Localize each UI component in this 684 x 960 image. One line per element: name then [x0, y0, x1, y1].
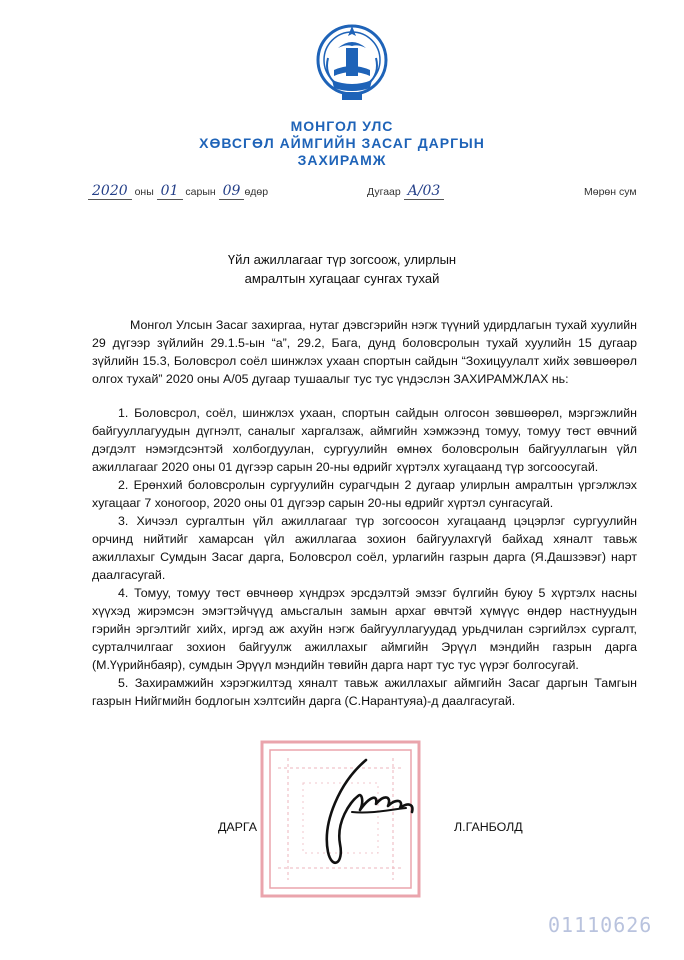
number-value: A/03: [404, 183, 445, 200]
date-line: [88, 183, 268, 199]
signatory-name: Л.ГАНБОЛД: [454, 820, 523, 834]
header-country: МОНГОЛ УЛС: [290, 118, 394, 134]
order-item-2: 2. Ерөнхий боловсролын сургуулийн сурагчдын 2 дугаар улирлын амралтын үргэлжлэх хугацааг 7 хоногоор, 2020 оны 01 дүгээр сарын 20-ны өдрийг хүртэл сунгасугай.: [92, 478, 637, 510]
date-month-label: сарын: [185, 186, 216, 198]
order-item-1: 1. Боловсрол, соёл, шинжлэх ухаан, спортын сайдын олгосон зөвшөөрөл, мэргэжлийн байгууллагуудын дүгнэлт, саналыг харгалзаж, аймгийн хэмжээнд томуу, томуу төст өвчний дэгдэлт нэмэгдсэнтэй холбогдуулан, сургуулийн өмнөх боловсролын байгууллагын үйл ажиллагааг 2020 оны 01 дүгээр сарын 20-ны өдрийг хүртэлх хугацаанд түр зогсоосугай.: [92, 406, 637, 474]
signature-icon: [300, 752, 420, 870]
date-month: 01: [157, 183, 183, 200]
document-subject: [0, 250, 684, 288]
order-item-4: 4. Томуу, томуу төст өвчнөөр хүндрэх эрсдэлтэй эмзэг бүлгийн буюу 5 хүртэлх насны хүүхэд жирэмсэн эмэгтэйчүүд амьсгалын замын архаг өвчтэй хүмүүс өндөр настнуудын гэрийн эргэлтийг хийх, иргэд аж ахуйн нэгж байгууллагуудад урьдчилан сэргийлэх сургалт, сурталчилгааг зохион байгуулж ажиллахыг аймгийн Эрүүл мэндийн газрын дарга (М.Үүрийнбаяр), сумдын Эрүүл мэндийн төвийн дарга нарт тус тус үүрэг болгосугай.: [92, 586, 637, 672]
number-label: Дугаар: [367, 186, 401, 198]
header-office: ХӨВСГӨЛ АЙМГИЙН ЗАСАГ ДАРГЫН: [199, 135, 485, 151]
signatory-title: ДАРГА: [218, 820, 258, 834]
serial-number: 01110626: [548, 913, 653, 937]
subject-line-1: Үйл ажиллагааг түр зогсоож, улирлын: [227, 252, 457, 267]
date-day: 09: [219, 183, 245, 200]
document-body: [92, 316, 637, 710]
order-item-5: 5. Захирамжийн хэрэгжилтэд хяналт тавьж ажиллахыг аймгийн Засаг даргын Тамгын газрын Нийгмийн бодлогын хэлтсийн дарга (С.Нарантуяа)-д даалгасугай.: [92, 676, 637, 708]
place: Мөрөн сум: [584, 186, 637, 198]
header-doc-type: ЗАХИРАМЖ: [297, 152, 387, 168]
state-emblem-icon: [312, 18, 392, 106]
date-year-label: оны: [134, 186, 154, 198]
subject-line-2: амралтын хугацааг сунгах тухай: [244, 271, 440, 286]
order-item-3: 3. Хичээл сургалтын үйл ажиллагааг түр зогсоосон хугацаанд цэцэрлэг сургуулийн орчинд нийтийг хамарсан үйл ажиллагаа зохион байгуулахгүй байхад хяналт тавьж ажиллахыг Сумдын Засаг дарга, Боловсрол соёл, урлагийн газрын дарга (Я.Дашзэвэг) нарт даалгасугай.: [92, 514, 637, 582]
date-year: 2020: [88, 183, 132, 200]
date-day-label: өдөр: [244, 186, 269, 198]
intro-paragraph: Монгол Улсын Засаг захиргаа, нутаг дэвсгэрийн нэгж түүний удирдлагын тухай хуулийн 29 дүгээр зүйлийн 29.1.5-ын “а”, 29.2, Бага, дунд боловсролын тухай хуулийн 15 дугаар зүйлийн 15.3, Боловсрол соёл шинжлэх ухаан спортын сайдын “Зохицуулалт хийх зөвшөөрөл олгох тухай” 2020 оны А/05 дугаар тушаалыг тус тус үндэслэн ЗАХИРАМЖЛАХ нь:: [92, 318, 637, 386]
document-number: [367, 183, 444, 199]
